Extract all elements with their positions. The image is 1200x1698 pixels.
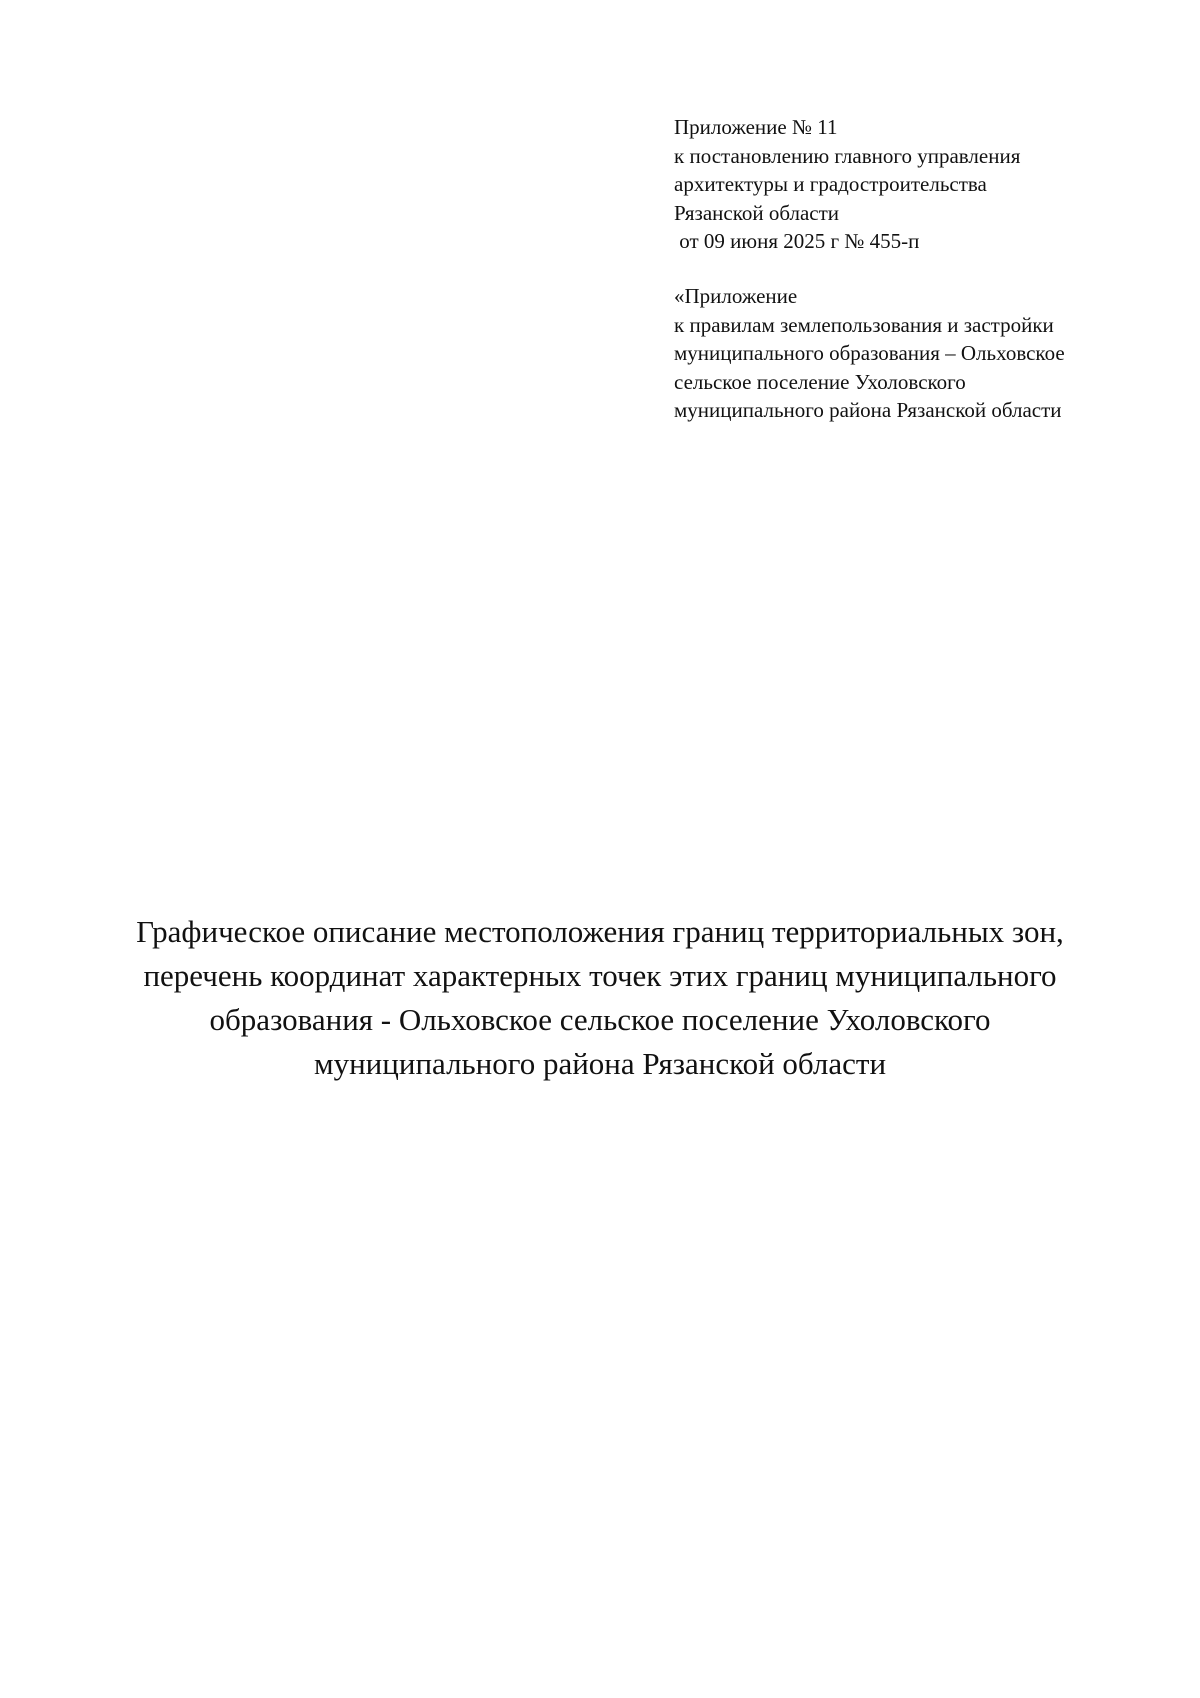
rules-header: [674, 282, 1144, 425]
rules-header-line: муниципального района Рязанской области: [674, 398, 1062, 422]
rules-header-line: «Приложение: [674, 284, 798, 308]
rules-header-line: муниципального образования – Ольховское: [674, 341, 1065, 365]
document-title: [100, 910, 1100, 1086]
appendix-header: [674, 113, 1144, 256]
document-title-line: образования - Ольховское сельское поселение Ухоловского: [209, 1002, 991, 1037]
appendix-header-line: от 09 июня 2025 г № 455-п: [674, 229, 920, 253]
appendix-header-line: Рязанской области: [674, 200, 840, 225]
document-title-line: перечень координат характерных точек этих границ муниципального: [143, 958, 1057, 993]
appendix-header-line: Приложение № 11: [674, 115, 838, 139]
appendix-header-line: к постановлению главного управления: [674, 143, 1021, 168]
document-title-line: Графическое описание местоположения границ территориальных зон,: [136, 914, 1064, 949]
document-title-line: муниципального района Рязанской области: [313, 1046, 887, 1081]
rules-header-line: к правилам землепользования и застройки: [674, 312, 1054, 337]
appendix-header-line: архитектуры и градостроительства: [674, 172, 987, 196]
rules-header-line: сельское поселение Ухоловского: [674, 369, 966, 394]
